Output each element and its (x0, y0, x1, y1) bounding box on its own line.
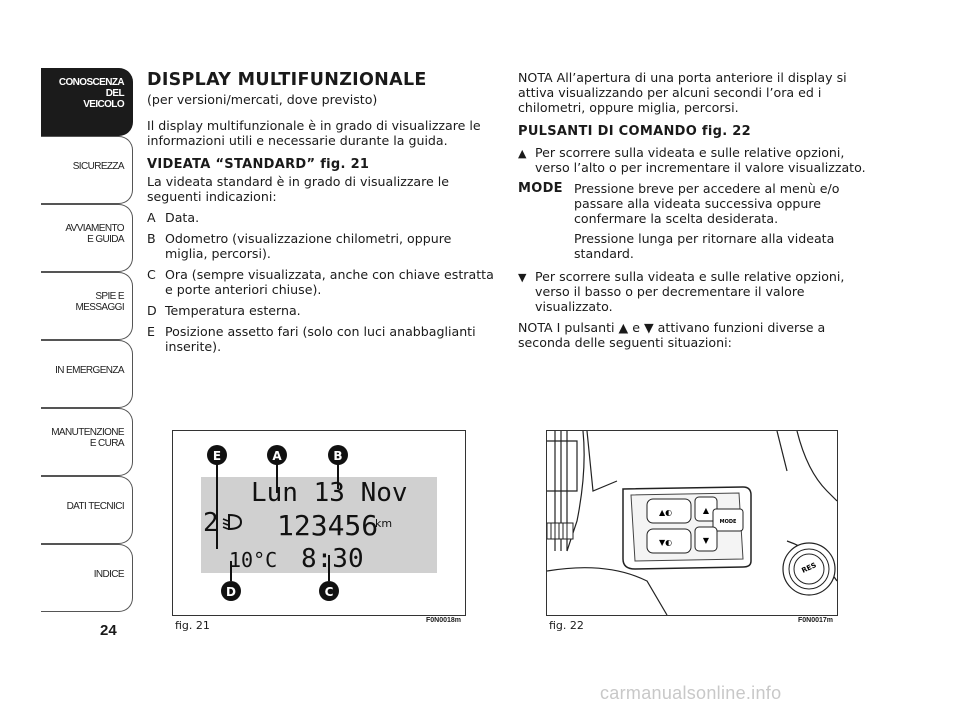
callout-c (319, 581, 339, 601)
section-intro: La videata standard è in grado di visualizzare le seguenti indicazioni: (147, 174, 450, 204)
item-text: Data. (165, 210, 200, 225)
figure-22-code: F0N0017m (798, 617, 834, 624)
tab-label: MANUTENZIONE E CURA (51, 427, 124, 449)
down-button-description (518, 269, 870, 314)
up-button-text: Per scorrere sulla videata e sulle relative opzioni, verso l’alto o per incrementare il valore visualizzato. (535, 145, 866, 175)
list-item (147, 303, 497, 318)
mode-key-label: MODE (518, 181, 563, 196)
lcd-date: Lun 13 Nov (251, 478, 408, 508)
item-text: Temperatura esterna. (165, 303, 301, 318)
left-column (147, 70, 497, 360)
callout-d (221, 581, 241, 601)
down-button-symbol: ▼ (702, 536, 710, 545)
mode-button-label: MODE (719, 519, 737, 525)
tab-label: INDICE (93, 569, 124, 580)
figure-21-caption: fig. 21 (175, 619, 210, 632)
tab-label: SICUREZZA (72, 161, 124, 172)
controls-illustration (547, 431, 837, 615)
callout-e (207, 445, 227, 465)
tab-conoscenza-del-veicolo[interactable] (41, 68, 133, 136)
intro-paragraph: Il display multifunzionale è in grado di visualizzare le informazioni utili e necessarie durante la guida. (147, 118, 481, 148)
tab-avviamento-e-guida[interactable] (41, 204, 133, 272)
item-text: Ora (sempre visualizzata, anche con chiave estratta e porte anteriori chiuse). (165, 267, 494, 297)
svg-text:RES: RES (800, 561, 818, 575)
item-text: Posizione assetto fari (solo con luci anabbaglianti inserite). (165, 324, 476, 354)
headlight-up-symbol: ▲◐ (659, 508, 673, 517)
tab-sicurezza[interactable] (41, 136, 133, 204)
down-button-text: Per scorrere sulla videata e sulle relative opzioni, verso il basso o per decrementare il valore visualizzato. (535, 269, 845, 314)
list-item (147, 324, 497, 354)
tab-label: AVVIAMENTO E GUIDA (65, 223, 124, 245)
page-title: DISPLAY MULTIFUNZIONALE (147, 70, 427, 90)
tab-label: DATI TECNICI (66, 501, 124, 512)
item-key: E (147, 324, 155, 339)
lcd-time: 8:30 (301, 544, 364, 574)
svg-text:A: A (272, 449, 282, 463)
item-text: Odometro (visualizzazione chilometri, oppure miglia, percorsi). (165, 231, 452, 261)
item-key: D (147, 303, 157, 318)
mode-short-press-text: Pressione breve per accedere al menù e/o passare alla videata successiva oppure confermare la scelta desiderata. (574, 181, 840, 226)
list-item (147, 231, 497, 261)
tab-label: SPIE E MESSAGGI (75, 291, 124, 313)
svg-text:C: C (324, 585, 334, 599)
figure-21-display (172, 430, 466, 616)
tab-in-emergenza[interactable] (41, 340, 133, 408)
watermark: carmanualsonline.info (600, 683, 782, 703)
svg-text:B: B (333, 449, 343, 463)
down-arrow-icon: ▼ (518, 271, 527, 284)
lcd-level: 2 (203, 508, 219, 538)
figure-22-caption: fig. 22 (549, 619, 584, 632)
lcd-unit: km (375, 517, 393, 530)
headlight-down-symbol: ▼◐ (659, 538, 673, 547)
right-column (518, 70, 870, 359)
tab-label: IN EMERGENZA (55, 365, 124, 376)
page-number: 24 (100, 622, 117, 639)
item-key: A (147, 210, 156, 225)
tab-label: CONOSCENZA DEL VEICOLO (58, 77, 124, 110)
note-display-activation: NOTA All’apertura di una porta anteriore il display si attiva visualizzando per alcuni secondi l’ora ed i chilometri, oppure miglia, percorsi. (518, 70, 847, 115)
callout-a (267, 445, 287, 465)
mode-button-description (518, 181, 870, 266)
vent-grille (547, 523, 573, 539)
tab-spie-e-messaggi[interactable] (41, 272, 133, 340)
lcd-temperature: 10°C (229, 548, 278, 572)
callout-b (328, 445, 348, 465)
list-item (147, 267, 497, 297)
item-key: B (147, 231, 156, 246)
display-illustration (173, 431, 465, 615)
controls-heading: PULSANTI DI COMANDO fig. 22 (518, 124, 751, 139)
tab-manutenzione-e-cura[interactable] (41, 408, 133, 476)
figure-21-code: F0N0018m (426, 617, 462, 624)
list-item (147, 210, 497, 225)
tab-indice[interactable] (41, 544, 133, 612)
res-knob (783, 543, 835, 595)
lcd-odometer: 123456 (277, 509, 379, 542)
up-button-symbol: ▲ (702, 506, 710, 515)
chapter-tabs (41, 68, 133, 612)
svg-text:E: E (212, 449, 222, 463)
mode-long-press-text: Pressione lunga per ritornare alla videata standard. (574, 231, 835, 261)
section-heading: VIDEATA “STANDARD” fig. 21 (147, 157, 370, 172)
tab-dati-tecnici[interactable] (41, 476, 133, 544)
note-buttons: NOTA I pulsanti ▲ e ▼ attivano funzioni diverse a seconda delle seguenti situazioni: (518, 320, 826, 350)
page-subtitle: (per versioni/mercati, dove previsto) (147, 92, 378, 107)
figure-22-controls (546, 430, 838, 616)
svg-text:D: D (226, 585, 236, 599)
item-key: C (147, 267, 156, 282)
up-button-description (518, 145, 870, 175)
up-arrow-icon: ▲ (518, 147, 527, 160)
